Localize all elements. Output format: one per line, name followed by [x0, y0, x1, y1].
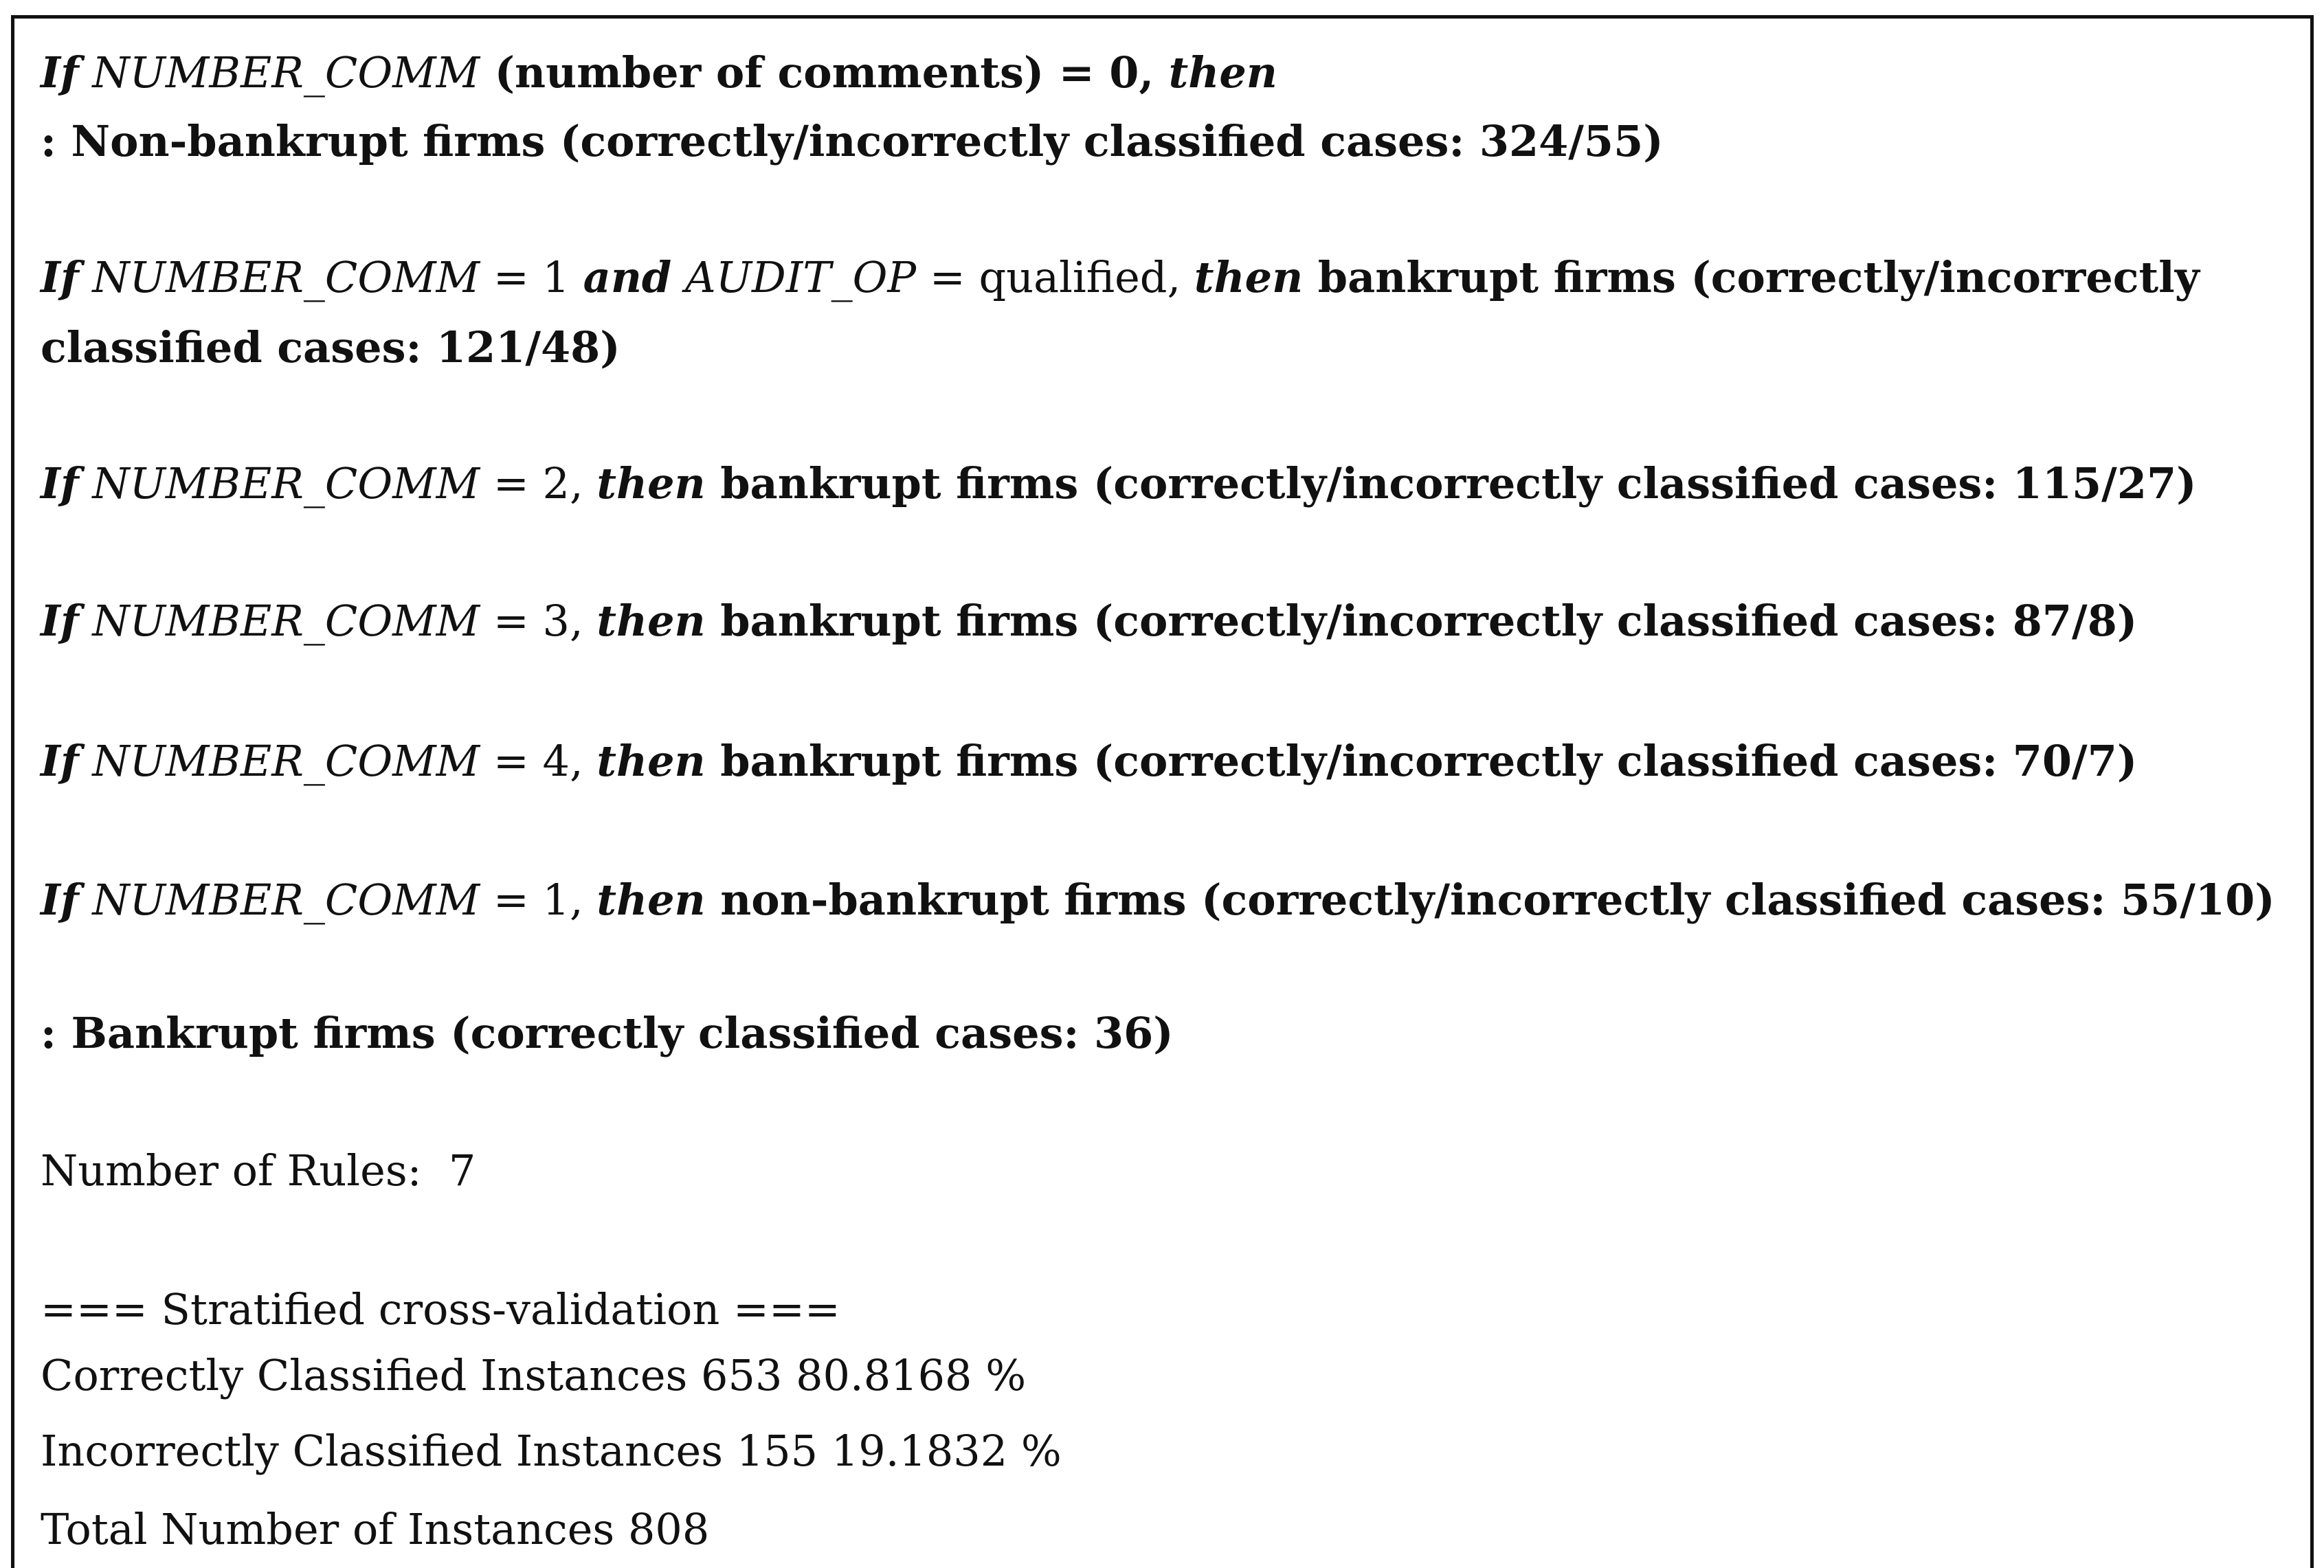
default-rule: : Bankrupt firms (correctly classified cases: 36): [41, 1008, 1174, 1058]
rule-result: bankrupt firms (correctly/incorrectly classified cases: 87/8): [705, 596, 2138, 646]
rule-equality: = 1,: [480, 875, 597, 925]
rule-result: non-bankrupt firms (correctly/incorrectly classified cases: 55/10): [705, 875, 2275, 925]
rule-variable: NUMBER_COMM: [92, 596, 480, 646]
rule-2-result-continued: classified cases: 121/48): [41, 322, 621, 372]
rule-if-keyword: If: [41, 458, 79, 508]
total-instances: Total Number of Instances 808: [41, 1504, 710, 1554]
rule-if-keyword: If: [41, 252, 79, 302]
rule-variable: NUMBER_COMM: [92, 875, 480, 925]
cv-header: === Stratified cross-validation ===: [41, 1284, 840, 1334]
rule-then-keyword: then: [1168, 47, 1277, 98]
correctly-classified: Correctly Classified Instances 653 80.8168 %: [41, 1350, 1027, 1400]
rule-if-keyword: If: [41, 47, 79, 98]
rule-variable: NUMBER_COMM: [92, 47, 480, 98]
rule-then-keyword: then: [596, 596, 706, 646]
rule-1-condition: [41, 47, 1277, 98]
rule-result: bankrupt firms (correctly/incorrectly classified cases: 115/27): [705, 458, 2197, 508]
rule-equality-2: = qualified,: [916, 252, 1194, 302]
rules-count: Number of Rules: 7: [41, 1145, 476, 1196]
rule-result: bankrupt firms (correctly/incorrectly: [1303, 252, 2200, 302]
rule-if-keyword: If: [41, 875, 79, 925]
rule-then-keyword: then: [1194, 252, 1304, 302]
rule-3: [41, 458, 2197, 508]
rule-variable: NUMBER_COMM: [92, 736, 480, 786]
rules-output-box: [11, 15, 2314, 1568]
rule-result: bankrupt firms (correctly/incorrectly classified cases: 70/7): [705, 736, 2138, 786]
incorrectly-classified: Incorrectly Classified Instances 155 19.1832 %: [41, 1426, 1062, 1476]
rule-then-keyword: then: [596, 458, 706, 508]
rule-then-keyword: then: [596, 736, 706, 786]
rule-equality: = 4,: [480, 736, 597, 786]
rule-variable-2: AUDIT_OP: [685, 252, 917, 302]
rule-condition-text: (number of comments) = 0,: [480, 47, 1169, 98]
rule-2-condition: [41, 252, 2200, 302]
rule-if-keyword: If: [41, 736, 79, 786]
rule-then-keyword: then: [596, 875, 706, 925]
rule-if-keyword: If: [41, 596, 79, 646]
rule-4: [41, 596, 2138, 646]
rule-and-keyword: and: [583, 252, 672, 302]
rule-variable: NUMBER_COMM: [92, 458, 480, 508]
rule-equality: = 1: [480, 252, 583, 302]
rule-equality: = 3,: [480, 596, 597, 646]
rule-1-result: : Non-bankrupt firms (correctly/incorrectly classified cases: 324/55): [41, 116, 1664, 166]
rule-5: [41, 736, 2138, 786]
rule-equality: = 2,: [480, 458, 597, 508]
rule-6: [41, 875, 2275, 925]
rule-variable: NUMBER_COMM: [92, 252, 480, 302]
